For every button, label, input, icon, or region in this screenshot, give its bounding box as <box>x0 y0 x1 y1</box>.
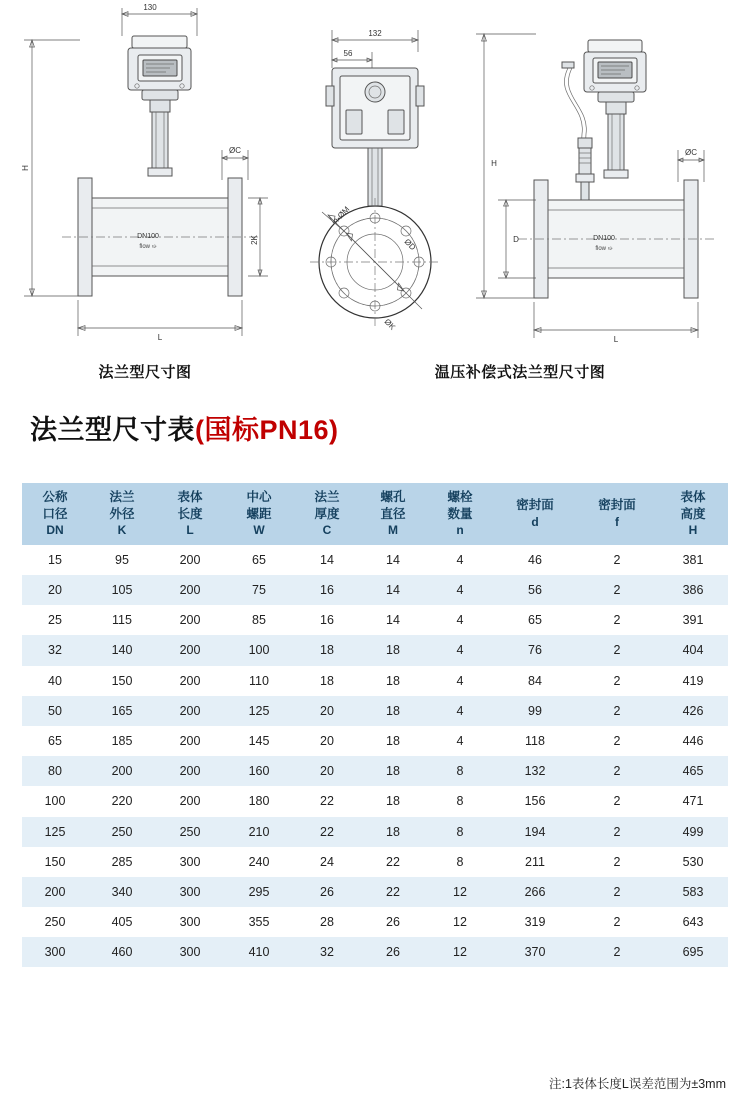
cell-f: 2 <box>576 907 658 937</box>
cell-h: 465 <box>658 756 728 786</box>
table-row <box>22 605 728 635</box>
cell-l: 200 <box>156 756 224 786</box>
cell-l: 200 <box>156 545 224 575</box>
svg-text:DN100: DN100 <box>137 233 159 240</box>
cell-dn: 25 <box>22 605 88 635</box>
cell-n: 8 <box>426 817 494 847</box>
cell-m: 18 <box>360 786 426 816</box>
col-header-w <box>224 483 294 545</box>
cell-d: 156 <box>494 786 576 816</box>
cell-c: 28 <box>294 907 360 937</box>
table-note: 注:1表体长度L误差范围为±3mm <box>548 1077 726 1091</box>
cell-c: 20 <box>294 696 360 726</box>
dimensions-table <box>22 483 728 967</box>
cell-d: 76 <box>494 635 576 665</box>
cell-d: 132 <box>494 756 576 786</box>
meter-body <box>62 178 258 296</box>
cell-k: 340 <box>88 877 156 907</box>
cell-w: 85 <box>224 605 294 635</box>
cell-k: 140 <box>88 635 156 665</box>
cell-h: 419 <box>658 666 728 696</box>
svg-text:H: H <box>21 165 30 171</box>
cell-dn: 300 <box>22 937 88 967</box>
cell-dn: 125 <box>22 817 88 847</box>
col-header-l-l2: 长度 <box>177 506 203 521</box>
cell-f: 2 <box>576 605 658 635</box>
cell-dn: 250 <box>22 907 88 937</box>
col-header-w-l1: 中心 <box>246 490 272 504</box>
cell-f: 2 <box>576 847 658 877</box>
col-header-m-l1: 螺孔 <box>380 490 406 504</box>
cell-l: 200 <box>156 726 224 756</box>
cell-f: 2 <box>576 575 658 605</box>
col-header-m <box>360 483 426 545</box>
svg-text:L: L <box>613 335 619 344</box>
svg-text:56: 56 <box>343 49 353 58</box>
svg-text:D: D <box>513 235 519 244</box>
svg-text:ØC: ØC <box>229 146 241 155</box>
col-header-k-l1: 法兰 <box>109 490 135 504</box>
cell-n: 4 <box>426 605 494 635</box>
drawing-compensated-type <box>462 0 742 400</box>
cell-dn: 40 <box>22 666 88 696</box>
table-row <box>22 847 728 877</box>
cell-m: 26 <box>360 937 426 967</box>
flange-circle <box>310 198 440 328</box>
dim-56 <box>332 49 372 68</box>
cell-c: 20 <box>294 756 360 786</box>
cell-f: 2 <box>576 635 658 665</box>
cell-w: 145 <box>224 726 294 756</box>
dim-L-c <box>534 302 698 344</box>
cell-l: 200 <box>156 575 224 605</box>
cell-m: 18 <box>360 756 426 786</box>
cell-f: 2 <box>576 786 658 816</box>
cell-n: 12 <box>426 907 494 937</box>
col-header-d <box>494 483 576 545</box>
svg-text:H: H <box>491 159 497 168</box>
cell-dn: 20 <box>22 575 88 605</box>
cell-k: 95 <box>88 545 156 575</box>
col-header-d-l1: 密封面 <box>516 498 554 513</box>
dim-L <box>78 300 242 342</box>
cell-h: 643 <box>658 907 728 937</box>
col-header-c-sym: C <box>322 523 332 537</box>
cell-m: 22 <box>360 877 426 907</box>
table-row <box>22 635 728 665</box>
table-row <box>22 937 728 967</box>
cell-c: 18 <box>294 666 360 696</box>
cell-c: 14 <box>294 545 360 575</box>
cell-h: 386 <box>658 575 728 605</box>
cell-k: 115 <box>88 605 156 635</box>
cell-h: 426 <box>658 696 728 726</box>
cell-l: 300 <box>156 877 224 907</box>
cell-k: 200 <box>88 756 156 786</box>
cell-h: 446 <box>658 726 728 756</box>
cell-w: 410 <box>224 937 294 967</box>
svg-text:ØK: ØK <box>382 317 398 332</box>
cell-m: 22 <box>360 847 426 877</box>
col-header-c-l1: 法兰 <box>314 490 340 504</box>
svg-text:132: 132 <box>368 29 382 38</box>
cell-n: 12 <box>426 937 494 967</box>
table-row <box>22 666 728 696</box>
flange-face-labels <box>322 205 418 333</box>
col-header-l <box>156 483 224 545</box>
col-header-k-sym: K <box>117 523 127 537</box>
col-header-c-l2: 厚度 <box>314 506 340 521</box>
cell-l: 200 <box>156 605 224 635</box>
cell-n: 8 <box>426 756 494 786</box>
svg-text:ØC: ØC <box>685 148 697 157</box>
cell-k: 105 <box>88 575 156 605</box>
cell-h: 583 <box>658 877 728 907</box>
col-header-m-sym: M <box>388 523 398 537</box>
cell-w: 180 <box>224 786 294 816</box>
cell-n: 4 <box>426 696 494 726</box>
cell-m: 18 <box>360 666 426 696</box>
table-row <box>22 756 728 786</box>
cell-k: 185 <box>88 726 156 756</box>
table-row <box>22 877 728 907</box>
cell-d: 194 <box>494 817 576 847</box>
cell-n: 4 <box>426 666 494 696</box>
page-title-accent: (国标PN16) <box>195 415 339 445</box>
cell-d: 370 <box>494 937 576 967</box>
cell-c: 16 <box>294 575 360 605</box>
svg-text:2K: 2K <box>250 235 259 245</box>
drawing-flange-type <box>10 0 290 400</box>
cell-l: 250 <box>156 817 224 847</box>
svg-text:flow ➯: flow ➯ <box>595 246 613 252</box>
cell-d: 319 <box>494 907 576 937</box>
cell-c: 16 <box>294 605 360 635</box>
cell-f: 2 <box>576 545 658 575</box>
page-title-main: 法兰型尺寸表 <box>30 415 195 445</box>
cell-f: 2 <box>576 756 658 786</box>
caption-compensated-type: 温压补偿式法兰型尺寸图 <box>434 364 606 381</box>
cell-m: 14 <box>360 545 426 575</box>
cell-h: 471 <box>658 786 728 816</box>
cell-f: 2 <box>576 937 658 967</box>
cell-dn: 100 <box>22 786 88 816</box>
cell-n: 8 <box>426 847 494 877</box>
col-header-h-l1: 表体 <box>680 490 706 504</box>
table-header-row <box>22 483 728 545</box>
col-header-m-l2: 直径 <box>380 506 406 521</box>
cell-l: 200 <box>156 666 224 696</box>
cell-w: 295 <box>224 877 294 907</box>
cell-n: 4 <box>426 726 494 756</box>
table-row <box>22 575 728 605</box>
cell-n: 12 <box>426 877 494 907</box>
cell-w: 355 <box>224 907 294 937</box>
cell-c: 24 <box>294 847 360 877</box>
cell-d: 84 <box>494 666 576 696</box>
cell-w: 240 <box>224 847 294 877</box>
cell-k: 405 <box>88 907 156 937</box>
cell-h: 404 <box>658 635 728 665</box>
cell-dn: 200 <box>22 877 88 907</box>
col-header-k-l2: 外径 <box>109 506 135 521</box>
cell-w: 100 <box>224 635 294 665</box>
cell-m: 14 <box>360 605 426 635</box>
table-row <box>22 696 728 726</box>
cell-d: 56 <box>494 575 576 605</box>
col-header-h-sym: H <box>688 523 698 537</box>
cell-d: 99 <box>494 696 576 726</box>
dimensions-table-wrap <box>22 483 728 967</box>
svg-text:flow ➯: flow ➯ <box>139 244 157 250</box>
col-header-f-l1: 密封面 <box>598 498 636 513</box>
table-row <box>22 907 728 937</box>
col-header-n-l2: 数量 <box>447 506 473 521</box>
transmitter-head <box>128 36 191 176</box>
meter-body-c <box>518 180 714 298</box>
drawings-section <box>0 0 750 400</box>
cell-c: 22 <box>294 786 360 816</box>
cell-l: 200 <box>156 786 224 816</box>
col-header-l-l1: 表体 <box>177 490 203 504</box>
cell-k: 285 <box>88 847 156 877</box>
cell-h: 381 <box>658 545 728 575</box>
cell-dn: 15 <box>22 545 88 575</box>
cell-dn: 65 <box>22 726 88 756</box>
col-header-n-l1: 螺栓 <box>447 490 473 504</box>
cell-k: 220 <box>88 786 156 816</box>
cell-k: 250 <box>88 817 156 847</box>
cell-h: 695 <box>658 937 728 967</box>
col-header-h <box>658 483 728 545</box>
cell-c: 22 <box>294 817 360 847</box>
col-header-dn-l1: 公称 <box>42 490 68 504</box>
cell-l: 300 <box>156 907 224 937</box>
cell-dn: 32 <box>22 635 88 665</box>
cell-m: 18 <box>360 726 426 756</box>
cell-n: 4 <box>426 635 494 665</box>
cell-w: 75 <box>224 575 294 605</box>
cell-n: 4 <box>426 545 494 575</box>
cell-k: 150 <box>88 666 156 696</box>
col-header-dn <box>22 483 88 545</box>
cell-f: 2 <box>576 666 658 696</box>
dim-130 <box>122 3 197 36</box>
cell-h: 530 <box>658 847 728 877</box>
cell-d: 211 <box>494 847 576 877</box>
cell-k: 165 <box>88 696 156 726</box>
svg-text:n-ØM: n-ØM <box>330 204 352 226</box>
cell-m: 18 <box>360 635 426 665</box>
dim-phi-C <box>222 146 248 180</box>
cell-m: 18 <box>360 696 426 726</box>
col-header-dn-sym: DN <box>46 523 64 537</box>
col-header-f <box>576 483 658 545</box>
col-header-dn-l2: 口径 <box>42 506 68 521</box>
cell-k: 460 <box>88 937 156 967</box>
svg-text:DN100: DN100 <box>593 235 615 242</box>
cell-c: 18 <box>294 635 360 665</box>
svg-text:ØD: ØD <box>402 237 418 253</box>
cell-d: 266 <box>494 877 576 907</box>
transmitter-head-c <box>584 40 646 178</box>
col-header-c <box>294 483 360 545</box>
svg-text:L: L <box>157 333 163 342</box>
cell-m: 26 <box>360 907 426 937</box>
col-header-f-sym: f <box>615 514 619 529</box>
caption-flange-type: 法兰型尺寸图 <box>98 364 192 381</box>
cell-n: 4 <box>426 575 494 605</box>
table-row <box>22 817 728 847</box>
table-row <box>22 726 728 756</box>
cell-l: 300 <box>156 847 224 877</box>
cell-f: 2 <box>576 726 658 756</box>
cell-n: 8 <box>426 786 494 816</box>
cell-d: 46 <box>494 545 576 575</box>
cell-h: 391 <box>658 605 728 635</box>
table-row <box>22 786 728 816</box>
col-header-d-sym: d <box>531 514 539 529</box>
col-header-w-sym: W <box>253 523 265 537</box>
cell-c: 26 <box>294 877 360 907</box>
col-header-l-sym: L <box>186 523 194 537</box>
svg-text:130: 130 <box>143 3 157 12</box>
cell-d: 65 <box>494 605 576 635</box>
cell-c: 32 <box>294 937 360 967</box>
cell-l: 200 <box>156 696 224 726</box>
page-title <box>30 408 339 447</box>
col-header-h-l2: 高度 <box>680 506 706 521</box>
dim-2K <box>248 198 268 276</box>
col-header-n-sym: n <box>456 523 464 537</box>
transmitter-side <box>326 68 424 206</box>
cell-f: 2 <box>576 696 658 726</box>
cell-w: 160 <box>224 756 294 786</box>
table-row <box>22 545 728 575</box>
cell-w: 110 <box>224 666 294 696</box>
cell-h: 499 <box>658 817 728 847</box>
drawing-flange-face <box>300 0 460 400</box>
dim-H <box>21 40 80 296</box>
cell-w: 65 <box>224 545 294 575</box>
col-header-n <box>426 483 494 545</box>
cell-m: 18 <box>360 817 426 847</box>
cell-m: 14 <box>360 575 426 605</box>
cell-w: 125 <box>224 696 294 726</box>
cell-f: 2 <box>576 877 658 907</box>
cell-dn: 80 <box>22 756 88 786</box>
cell-c: 20 <box>294 726 360 756</box>
cell-d: 118 <box>494 726 576 756</box>
col-header-k <box>88 483 156 545</box>
col-header-w-l2: 螺距 <box>246 506 272 521</box>
cell-dn: 50 <box>22 696 88 726</box>
cell-f: 2 <box>576 817 658 847</box>
dim-phi-C-c <box>678 148 704 182</box>
cell-l: 200 <box>156 635 224 665</box>
cell-l: 300 <box>156 937 224 967</box>
cell-dn: 150 <box>22 847 88 877</box>
cell-w: 210 <box>224 817 294 847</box>
